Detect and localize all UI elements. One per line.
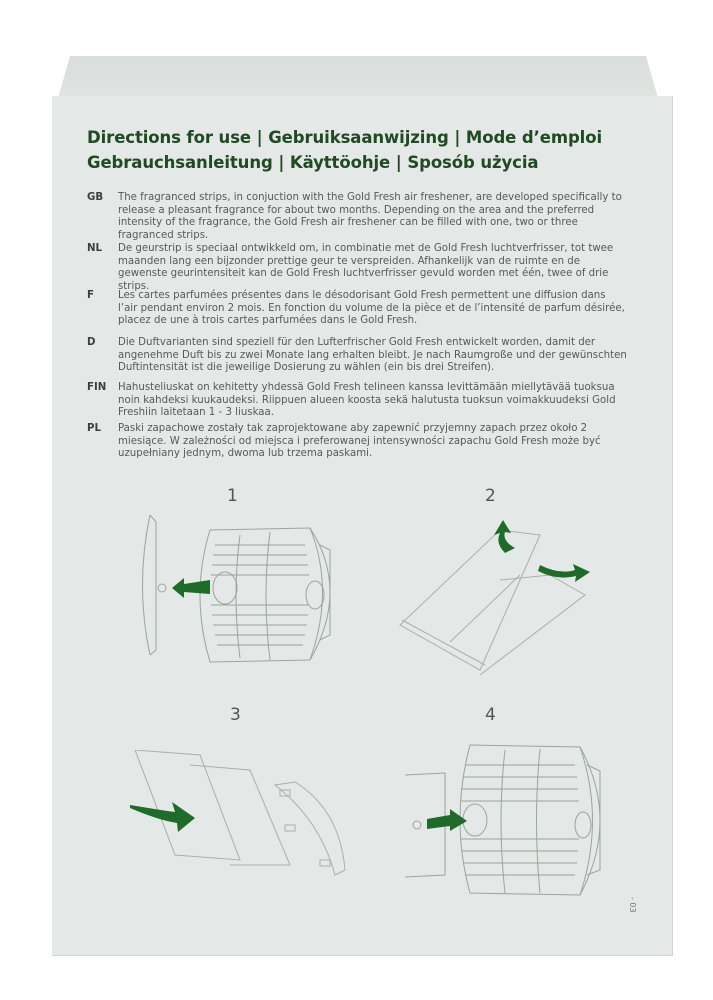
section-text: The fragranced strips, in conjuction with the Gold Fresh air freshener, are developed specifically to release a pleasant fragrance for about two months. Depending on the area and the preferred intensity of the fragrance, the Gold Fresh air freshener can be filled with one, two or three fragranced strips.: [118, 192, 622, 241]
language-code: NL: [87, 243, 103, 254]
language-code: PL: [87, 423, 101, 434]
language-code: D: [87, 337, 96, 348]
section-text: De geurstrip is speciaal ontwikkeld om, in combinatie met de Gold Fresh luchtverfrisser, tot twee maanden lang een bijzonder prettige geur te verspreiden. Afhankelijk van de ruimte en de gewenste geurintensiteit kan de Gold Fresh luchtverfrisser gevuld worden met één, twee of drie strips.: [118, 243, 614, 292]
step-number-4: 4: [485, 705, 496, 725]
illustration-peel-strip: [390, 515, 610, 680]
arrow-curved-right-icon: [130, 802, 195, 832]
section-fin: [87, 382, 627, 420]
freshener-body: [460, 745, 593, 895]
section-d: [87, 337, 627, 375]
strip-outline: [135, 750, 240, 860]
heading-line-2: Gebrauchsanleitung | Käyttöohje | Sposób użycia: [87, 153, 539, 172]
language-code: GB: [87, 192, 104, 203]
section-pl: [87, 423, 627, 461]
print-code: - 03: [628, 897, 637, 913]
section-nl: [87, 243, 627, 293]
section-gb: [87, 192, 627, 242]
illustration-insert-strip: [130, 750, 370, 890]
box-lid: [58, 56, 658, 98]
arrow-curved-up-icon: [494, 520, 515, 553]
language-code: FIN: [87, 382, 107, 393]
section-text: Die Duftvarianten sind speziell für den Lufterfrischer Gold Fresh entwickelt worden, damit der angenehme Duft bis zu zwei Monate lang erhalten bleibt. Je nach Raumgroße und der gewünschten Duftintensität ist die jeweilige Dosierung zu wählen (ein bis drei Streifen).: [118, 337, 627, 374]
freshener-vents: [211, 545, 309, 645]
arrow-left-icon: [172, 578, 210, 598]
section-f: [87, 290, 627, 328]
strip-outline-front: [400, 530, 540, 670]
step-number-3: 3: [230, 705, 241, 725]
section-text: Paski zapachowe zostały tak zaprojektowane aby zapewnić przyjemny zapach przez około 2 miesiące. W zależności od miejsca i preferowanej intensywności zapachu Gold Fresh może być uzupełniany jednym, dwoma lub trzema paskami.: [118, 423, 601, 460]
arrow-curved-right-icon: [538, 564, 590, 582]
illustration-reattach-cover: [405, 735, 615, 900]
language-code: F: [87, 290, 94, 301]
section-text: Hahusteliuskat on kehitetty yhdessä Gold Fresh telineen kanssa levittämään miellytävää tuoksua noin kahdeksi kuukaudeksi. Riippuen alueen koosta sekä halutusta tuoksun voimakkuudeksi Gold Freshiin laitetaan 1 - 3 liuskaa.: [118, 382, 616, 419]
strip-outline-back: [480, 575, 585, 675]
freshener-body: [200, 528, 323, 662]
step-number-1: 1: [227, 486, 238, 506]
section-text: Les cartes parfumées présentes dans le désodorisant Gold Fresh permettent une diffusion dans l’air pendant environ 2 mois. En fonction du volume de la pièce et de l’intensité de parfum désirée, placez de une à trois cartes parfumées dans le Gold Fresh.: [118, 290, 625, 327]
step-number-2: 2: [485, 486, 496, 506]
arrow-right-icon: [427, 809, 467, 831]
cover-outline: [143, 515, 151, 655]
illustration-remove-cover: [120, 510, 370, 675]
heading-line-1: Directions for use | Gebruiksaanwijzing | Mode d’emploi: [87, 128, 603, 147]
